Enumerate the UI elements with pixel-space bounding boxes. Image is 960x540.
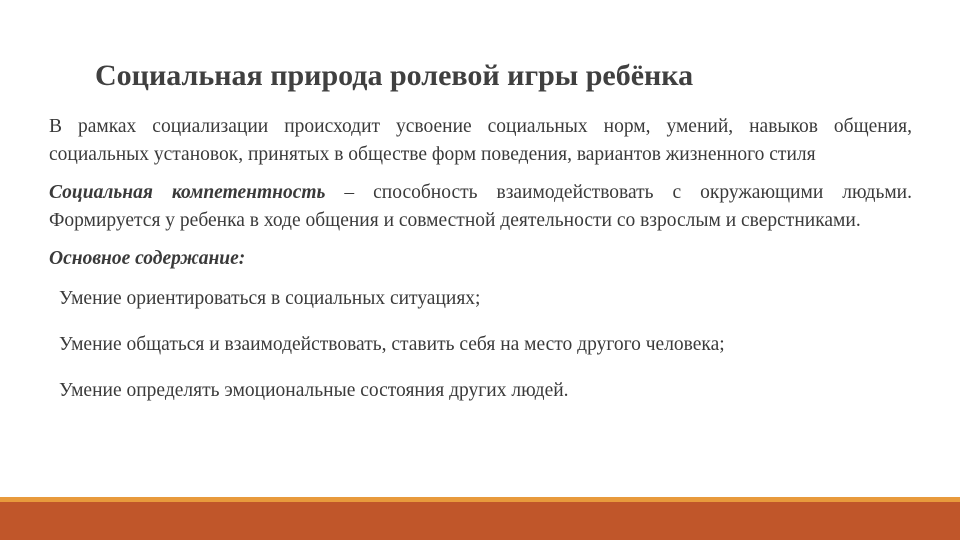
definition-social-competence: – способность взаимодействовать с окружающими людьми. Формируется у ребенка в ходе общения и совместной деятельности со взрослым и сверстниками. [49, 182, 912, 231]
list-item: Умение общаться и взаимодействовать, ставить себя на место другого человека; [59, 334, 725, 355]
term-social-competence: Социальная компетентность [49, 182, 326, 203]
subheading-main-content: Основное содержание: [49, 248, 246, 269]
list-item: Умение определять эмоциональные состояния других людей. [59, 380, 569, 401]
paragraph-socialization: В рамках социализации происходит усвоение социальных норм, умений, навыков общения, социальных установок, принятых в обществе форм поведения, вариантов жизненного стиля [49, 116, 912, 165]
slide-content [49, 113, 912, 423]
paragraph-social-competence [49, 179, 912, 235]
slide-title: Социальная природа ролевой игры ребёнка [95, 59, 694, 92]
list-item: Умение ориентироваться в социальных ситуациях; [59, 288, 481, 309]
skills-list [49, 285, 912, 405]
footer-bar [0, 502, 960, 540]
